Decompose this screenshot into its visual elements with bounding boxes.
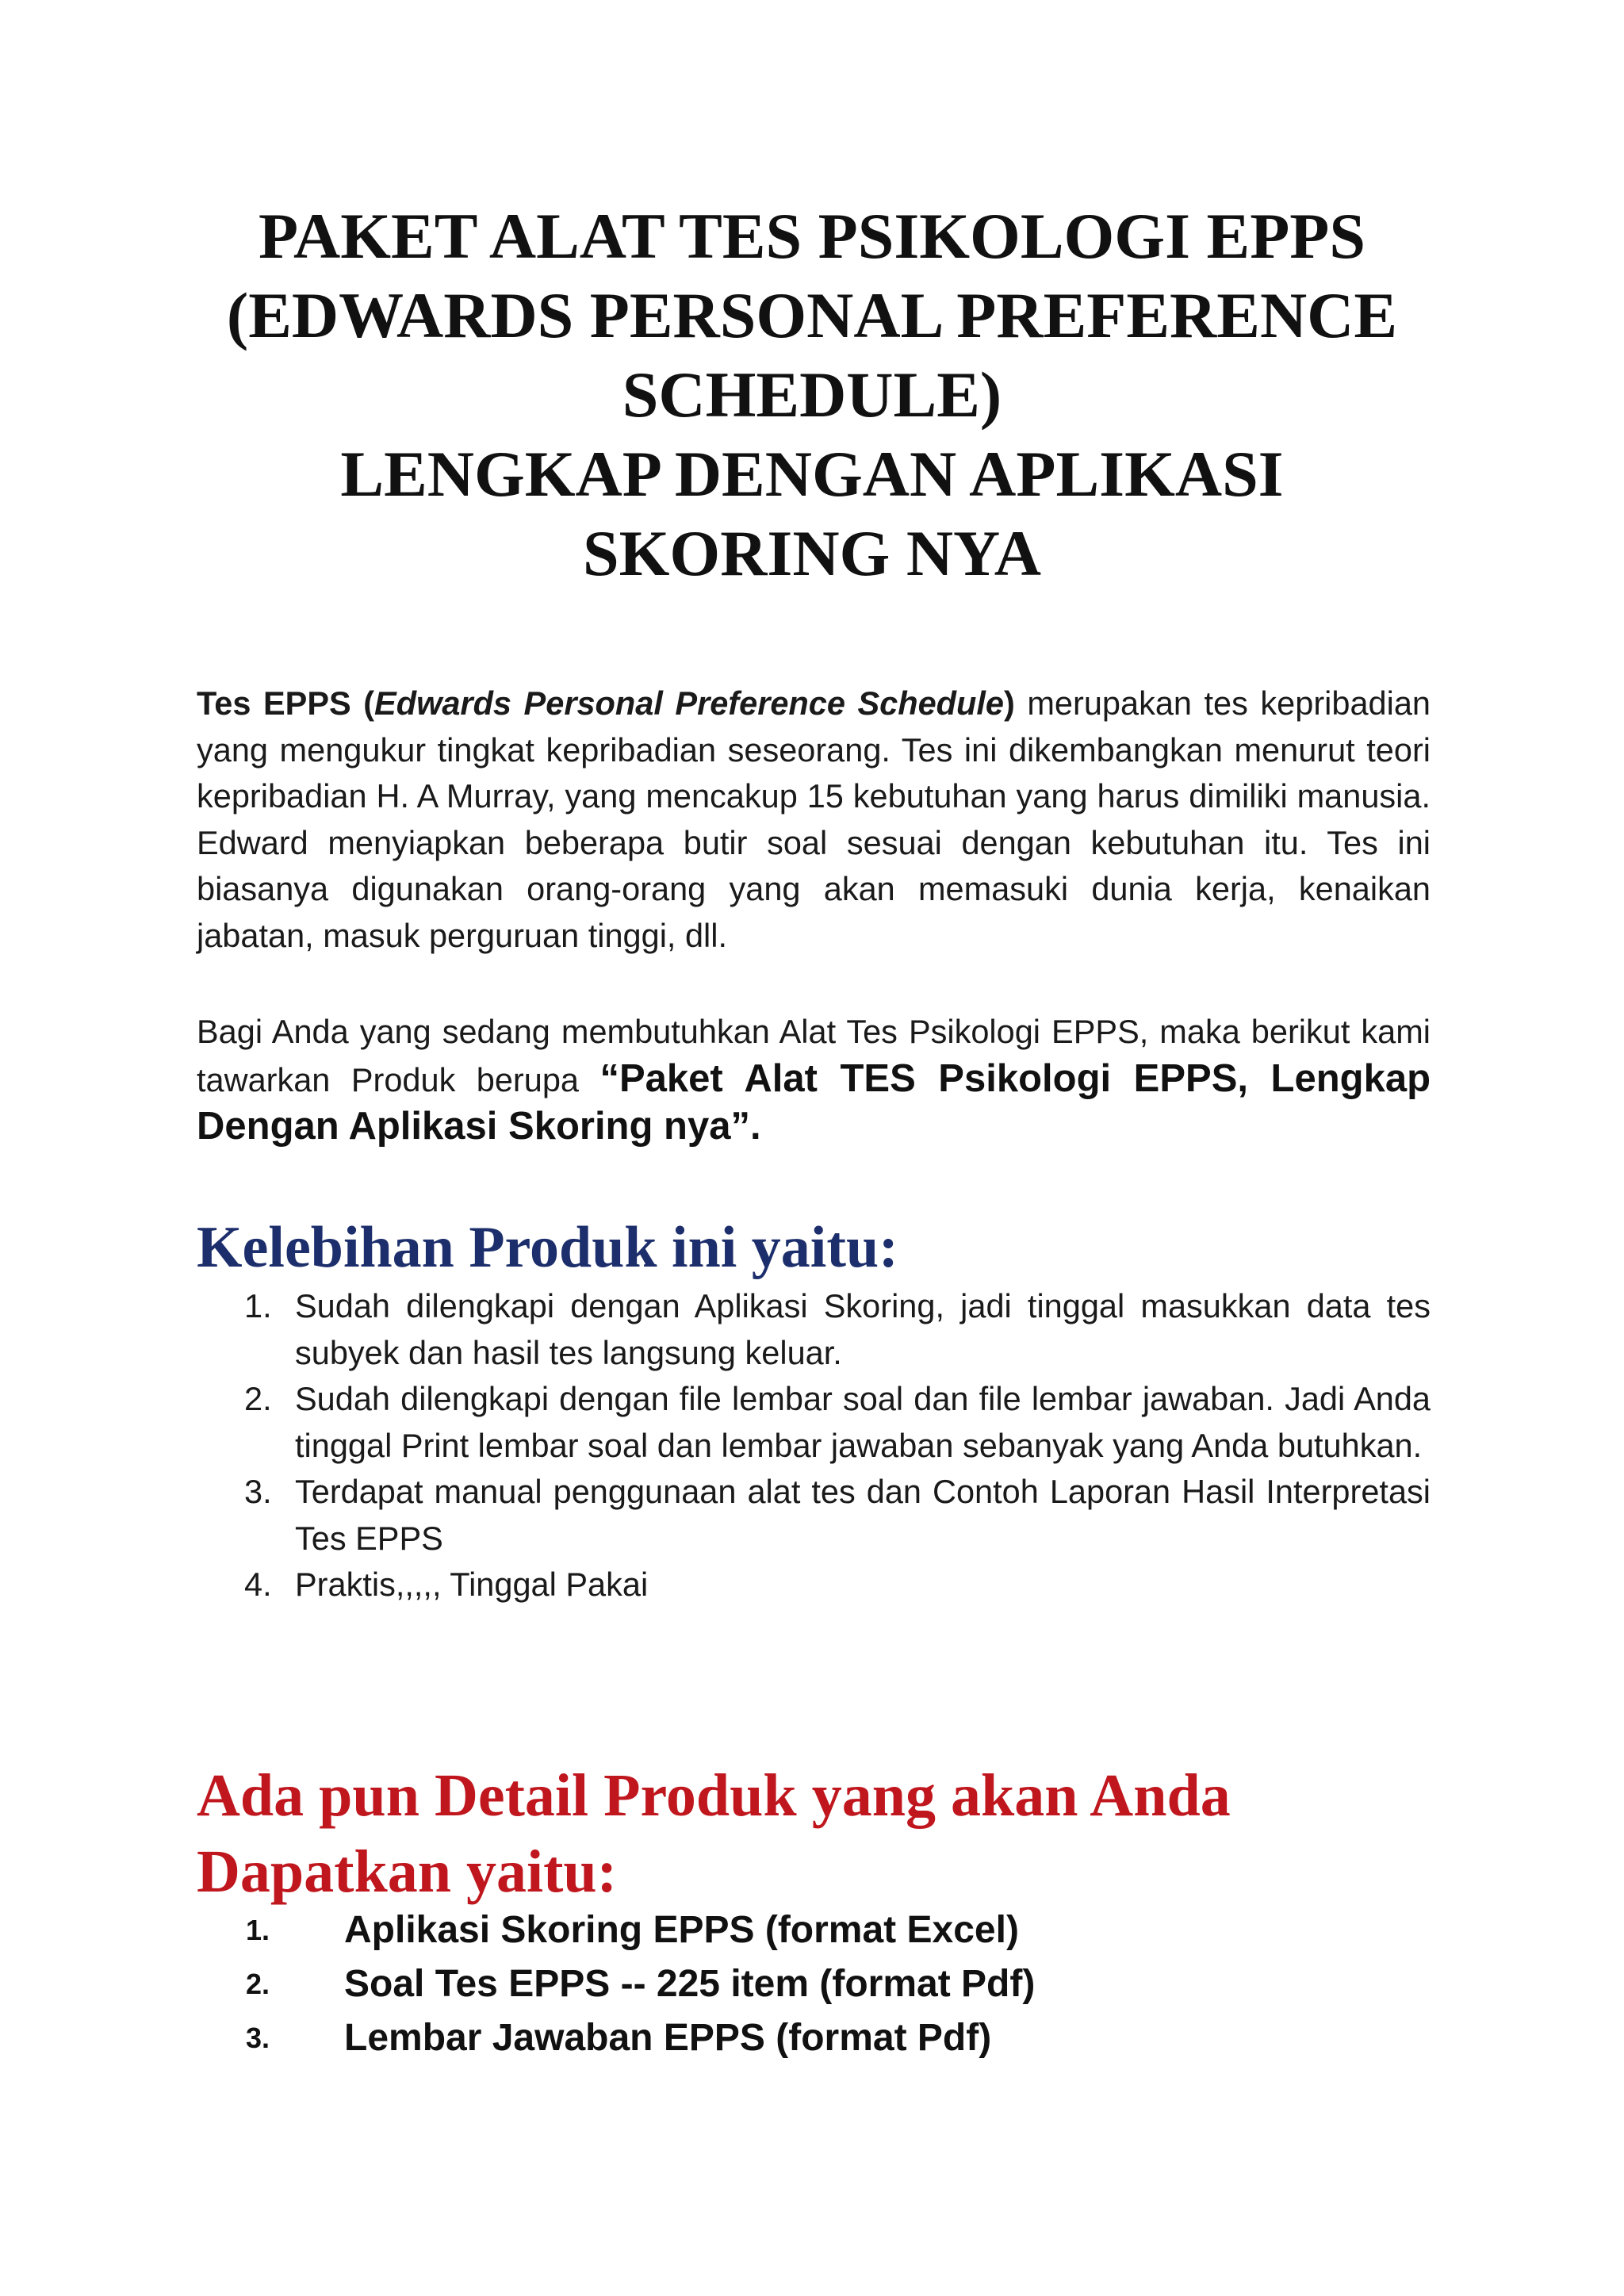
list-item <box>197 1903 1431 1957</box>
intro-lead-italic: Edwards Personal Preference Schedule <box>374 684 1004 722</box>
list-item <box>197 1957 1431 2011</box>
list-item-text: Sudah dilengkapi dengan Aplikasi Skoring, jadi tinggal masukkan data tes subyek dan hasil tes langsung keluar. <box>295 1287 1431 1371</box>
list-item <box>197 2011 1431 2065</box>
advantages-list <box>197 1283 1431 1608</box>
list-item-number: 2. <box>244 1380 272 1417</box>
offer-product-name: “Paket Alat TES Psikologi EPPS, Lengkap Dengan Aplikasi Skoring nya”. <box>197 1056 1431 1148</box>
title-line-4: LENGKAP DENGAN APLIKASI <box>340 438 1284 510</box>
list-item-text: Aplikasi Skoring EPPS (format Excel) <box>344 1909 1019 1951</box>
list-item-text: Soal Tes EPPS -- 225 item (format Pdf) <box>344 1963 1036 2005</box>
title-line-2: (EDWARDS PERSONAL PREFERENCE <box>226 279 1398 351</box>
page-title <box>159 197 1465 593</box>
list-item <box>197 1376 1431 1469</box>
list-item-text: Sudah dilengkapi dengan file lembar soal dan file lembar jawaban. Jadi Anda tinggal Print lembar soal dan lembar jawaban sebanyak yang Anda butuhkan. <box>295 1380 1431 1464</box>
details-heading-line-1: Ada pun Detail Produk yang akan Anda <box>197 1762 1231 1829</box>
list-item-number: 3. <box>246 2022 270 2054</box>
details-heading-line-2: Dapatkan yaitu: <box>197 1838 617 1905</box>
list-item-number: 3. <box>244 1473 272 1510</box>
intro-lead: Tes EPPS (Edwards Personal Preference Schedule) <box>197 684 1015 722</box>
intro-body: merupakan tes kepribadian yang mengukur tingkat kepribadian seseorang. Tes ini dikembangkan menurut teori kepribadian H. A Murray, yang mencakup 15 kebutuhan yang harus dimiliki manusia. Edward menyiapkan beberapa butir soal sesuai dengan kebutuhan itu. Tes ini biasanya digunakan orang-orang yang akan memasuki dunia kerja, kenaikan jabatan, masuk perguruan tinggi, dll. <box>197 684 1431 954</box>
details-heading <box>197 1757 1497 1910</box>
list-item <box>197 1469 1431 1562</box>
title-line-3: SCHEDULE) <box>622 358 1002 431</box>
list-item <box>197 1283 1431 1376</box>
list-item <box>197 1562 1431 1608</box>
details-list <box>197 1903 1431 2065</box>
title-line-1: PAKET ALAT TES PSIKOLOGI EPPS <box>259 200 1365 272</box>
list-item-number: 1. <box>246 1914 270 1946</box>
list-item-number: 4. <box>244 1566 272 1603</box>
title-line-5: SKORING NYA <box>583 517 1041 589</box>
list-item-text: Lembar Jawaban EPPS (format Pdf) <box>344 2017 992 2059</box>
offer-paragraph <box>197 1009 1431 1152</box>
offer-text: Bagi Anda yang sedang membutuhkan Alat Tes Psikologi EPPS, maka berikut kami tawarkan Produk berupa <box>197 1013 1431 1098</box>
intro-paragraph <box>197 680 1431 959</box>
advantages-heading: Kelebihan Produk ini yaitu: <box>197 1215 898 1280</box>
list-item-text: Praktis,,,,, Tinggal Pakai <box>295 1566 649 1603</box>
list-item-number: 1. <box>244 1287 272 1324</box>
list-item-number: 2. <box>246 1968 270 2000</box>
list-item-text: Terdapat manual penggunaan alat tes dan Contoh Laporan Hasil Interpretasi Tes EPPS <box>295 1473 1431 1557</box>
